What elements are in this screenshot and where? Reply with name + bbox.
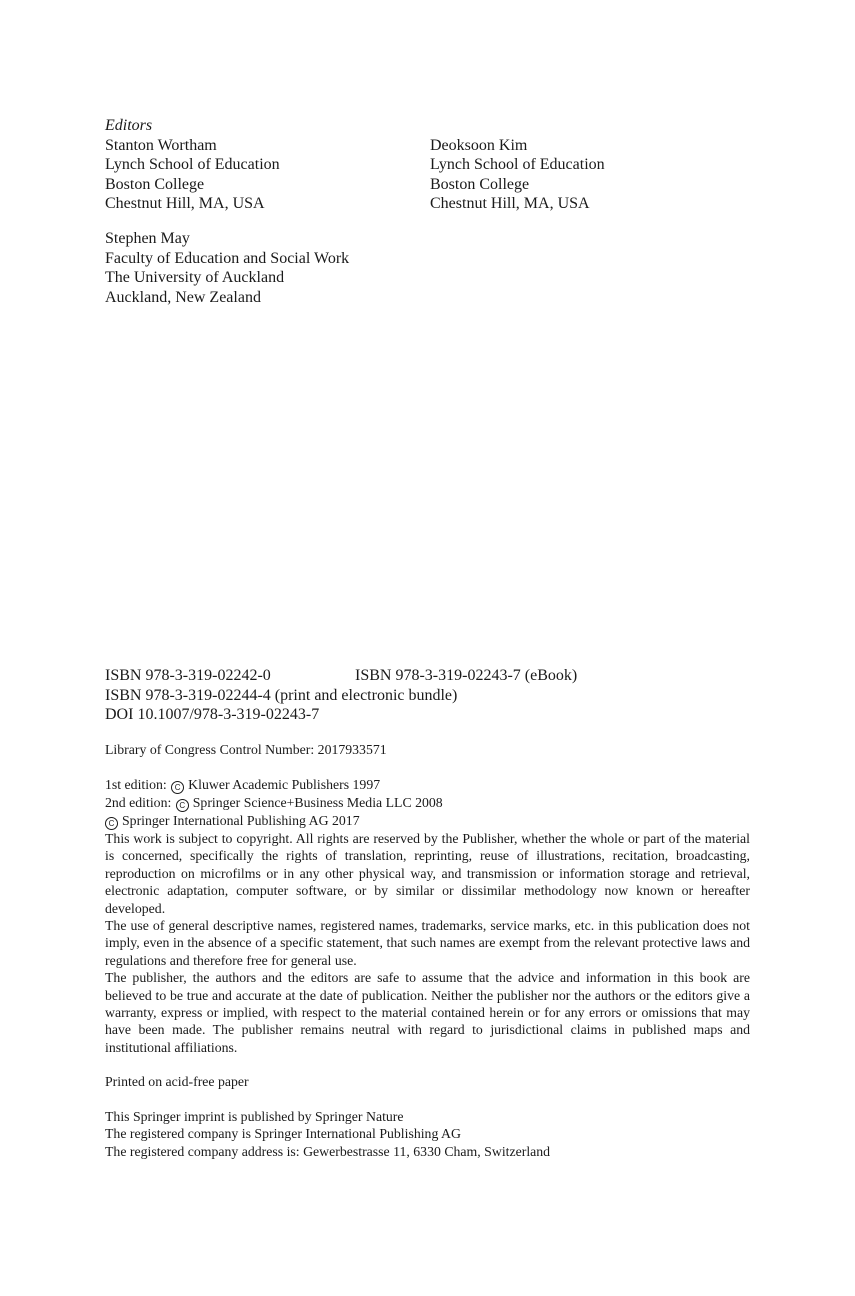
editor-affiliation-line: Boston College	[430, 175, 530, 193]
editors-row-top	[105, 136, 755, 214]
editor-affiliation-line: The University of Auckland	[105, 269, 285, 286]
editor-affiliation-line: Boston College	[105, 175, 205, 193]
copyright-icon: C	[176, 799, 189, 812]
isbn-print: ISBN 978-3-319-02242-0	[105, 667, 271, 684]
legal-paragraph-copyright: This work is subject to copyright. All rights are reserved by the Publisher, whether the whole or part of the material is concerned, specifically the rights of translation, reprinting, reuse of illustrations, recitation, broadcasting, reproduction on microfilms or in any other physical way, and transmission or information storage and retrieval, electronic adaptation, computer software, or by similar or dissimilar methodology now known or hereafter developed.	[105, 831, 750, 916]
edition-prefix: 1st edition:	[105, 777, 167, 792]
legal-paragraph-disclaimer: The publisher, the authors and the editors are safe to assume that the advice and information in this book are believed to be true and accurate at the date of publication. Neither the publisher nor the authors or the editors give a warranty, express or implied, with respect to the material contained herein or for any errors or omissions that may have been made. The publisher remains neutral with regard to jurisdictional claims in published maps and institutional affiliations.	[105, 970, 750, 1055]
editor-deoksoon-kim	[430, 136, 755, 214]
imprint-section	[105, 1108, 550, 1160]
editor-spacer	[105, 214, 755, 230]
editors-heading: Editors	[105, 117, 153, 134]
doi: DOI 10.1007/978-3-319-02243-7	[105, 706, 320, 723]
isbn-bundle: ISBN 978-3-319-02244-4 (print and electronic bundle)	[105, 686, 458, 704]
copyright-current	[105, 812, 750, 830]
editor-name: Stanton Wortham	[105, 136, 217, 154]
copyright-holder: Springer Science+Business Media LLC 2008	[192, 795, 443, 810]
copyright-second-edition	[105, 794, 750, 812]
legal-paragraph-trademarks: The use of general descriptive names, registered names, trademarks, service marks, etc. in this publication does not imply, even in the absence of a specific statement, that such names are exempt from the relevant protective laws and regulations and therefore free for general use.	[105, 918, 750, 968]
isbn-row	[105, 666, 755, 686]
copyright-icon: C	[171, 781, 184, 794]
imprint-line: The registered company is Springer International Publishing AG	[105, 1126, 461, 1142]
editor-name: Stephen May	[105, 230, 190, 247]
editor-affiliation-line: Lynch School of Education	[105, 156, 280, 173]
imprint-line: The registered company address is: Gewerbestrasse 11, 6330 Cham, Switzerland	[105, 1143, 551, 1159]
identifiers-section	[105, 666, 755, 725]
printed-on-note: Printed on acid-free paper	[105, 1074, 249, 1089]
edition-prefix: 2nd edition:	[105, 795, 172, 810]
editor-affiliation-line: Lynch School of Education	[430, 156, 605, 173]
copyright-holder: Kluwer Academic Publishers 1997	[188, 777, 381, 792]
editors-section	[105, 116, 755, 307]
editor-affiliation-line: Auckland, New Zealand	[105, 288, 261, 306]
editor-affiliation-line: Chestnut Hill, MA, USA	[105, 195, 265, 212]
editor-affiliation-line: Chestnut Hill, MA, USA	[430, 195, 590, 212]
editor-name: Deoksoon Kim	[430, 136, 528, 154]
copyright-first-edition	[105, 776, 750, 794]
copyright-holder: Springer International Publishing AG 2017	[122, 813, 360, 828]
editor-affiliation-line: Faculty of Education and Social Work	[105, 249, 350, 267]
isbn-ebook: ISBN 978-3-319-02243-7 (eBook)	[355, 667, 578, 684]
copyright-section	[105, 776, 750, 1056]
editor-stanton-wortham	[105, 136, 430, 214]
imprint-line: This Springer imprint is published by Springer Nature	[105, 1109, 404, 1124]
copyright-icon: C	[105, 817, 118, 830]
lccn: Library of Congress Control Number: 2017933571	[105, 742, 387, 757]
editor-stephen-may	[105, 229, 439, 307]
